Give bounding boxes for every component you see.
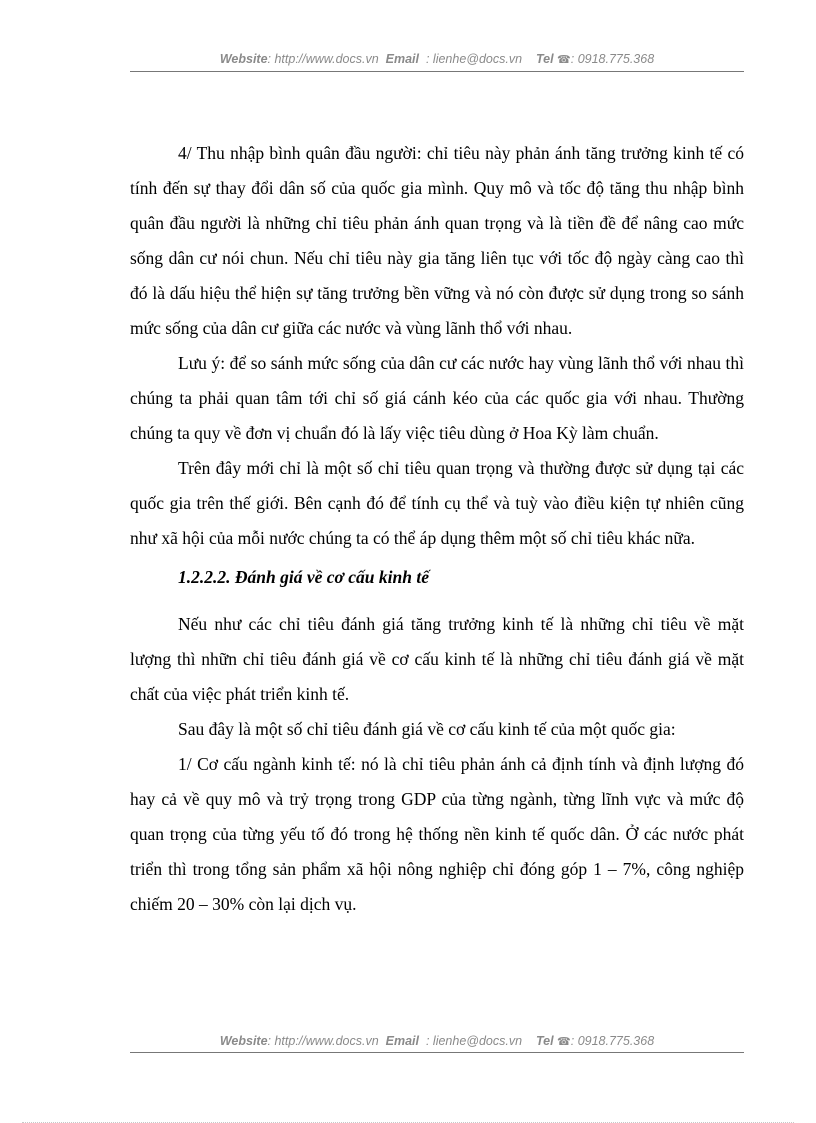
- page-header: [130, 52, 744, 66]
- paragraph-structure-intro: Nếu như các chỉ tiêu đánh giá tăng trưởng kinh tế là những chỉ tiêu về mặt lượng thì nhữn chỉ tiêu đánh giá về cơ cấu kinh tế là những chỉ tiêu đánh giá về mặt chất của việc phát triển kinh tế.: [130, 614, 744, 704]
- section-heading: 1.2.2.2. Đánh giá về cơ cấu kinh tế: [178, 567, 429, 587]
- footer-tel-label: Tel: [535, 1034, 554, 1048]
- header-email-value: : lienhe@docs.vn: [425, 52, 523, 66]
- paragraph-summary: Trên đây mới chỉ là một số chỉ tiêu quan trọng và thường được sử dụng tại các quốc gia trên thế giới. Bên cạnh đó để tính cụ thể và tuỳ vào điều kiện tự nhiên cũng như xã hội của mỗi nước chúng ta có thể áp dụng thêm một số chỉ tiêu khác nữa.: [130, 458, 744, 548]
- phone-icon: ☎: [557, 54, 571, 66]
- footer-website-url: : http://www.docs.vn: [267, 1034, 379, 1048]
- paragraph-list-intro: Sau đây là một số chỉ tiêu đánh giá về cơ cấu kinh tế của một quốc gia:: [178, 719, 676, 739]
- header-website-url: : http://www.docs.vn: [267, 52, 379, 66]
- page-footer: [130, 1034, 744, 1048]
- header-rule: [130, 71, 744, 72]
- footer-tel-value: : 0918.775.368: [570, 1034, 655, 1048]
- header-tel-value: : 0918.775.368: [570, 52, 655, 66]
- paragraph-per-capita-income: 4/ Thu nhập bình quân đầu người: chỉ tiêu này phản ánh tăng trưởng kinh tế có tính đến sự thay đổi dân số của quốc gia mình. Quy mô và tốc độ tăng thu nhập bình quân đầu người là những chỉ tiêu phản ánh quan trọng và là tiền đề để nâng cao mức sống dân cư nói chun. Nếu chỉ tiêu này gia tăng liên tục với tốc độ ngày càng cao thì đó là dấu hiệu thể hiện sự tăng trưởng bền vững và nó còn được sử dụng trong so sánh mức sống của dân cư giữa các nước và vùng lãnh thổ với nhau.: [130, 143, 744, 338]
- header-email-label: Email: [385, 52, 420, 66]
- footer-rule: [130, 1052, 744, 1053]
- footer-email-label: Email: [385, 1034, 420, 1048]
- footer-email-value: : lienhe@docs.vn: [425, 1034, 523, 1048]
- paragraph-note: Lưu ý: để so sánh mức sống của dân cư các nước hay vùng lãnh thổ với nhau thì chúng ta phải quan tâm tới chỉ số giá cánh kéo của các quốc gia với nhau. Thường chúng ta quy về đơn vị chuẩn đó là lấy việc tiêu dùng ở Hoa Kỳ làm chuẩn.: [130, 353, 744, 443]
- phone-icon: ☎: [557, 1036, 571, 1048]
- footer-website-label: Website: [219, 1034, 268, 1048]
- header-tel-label: Tel: [535, 52, 554, 66]
- paragraph-industry-structure: 1/ Cơ cấu ngành kinh tế: nó là chỉ tiêu phản ánh cả định tính và định lượng đó hay cả về quy mô và trỷ trọng trong GDP của từng ngành, từng lĩnh vực và mức độ quan trọng của từng yếu tố đó trong hệ thống nền kinh tế quốc dân. Ở các nước phát triển thì trong tổng sản phẩm xã hội nông nghiệp chỉ đóng góp 1 – 7%, công nghiệp chiếm 20 – 30% còn lại dịch vụ.: [130, 754, 744, 914]
- header-website-label: Website: [219, 52, 268, 66]
- document-body: [130, 136, 744, 922]
